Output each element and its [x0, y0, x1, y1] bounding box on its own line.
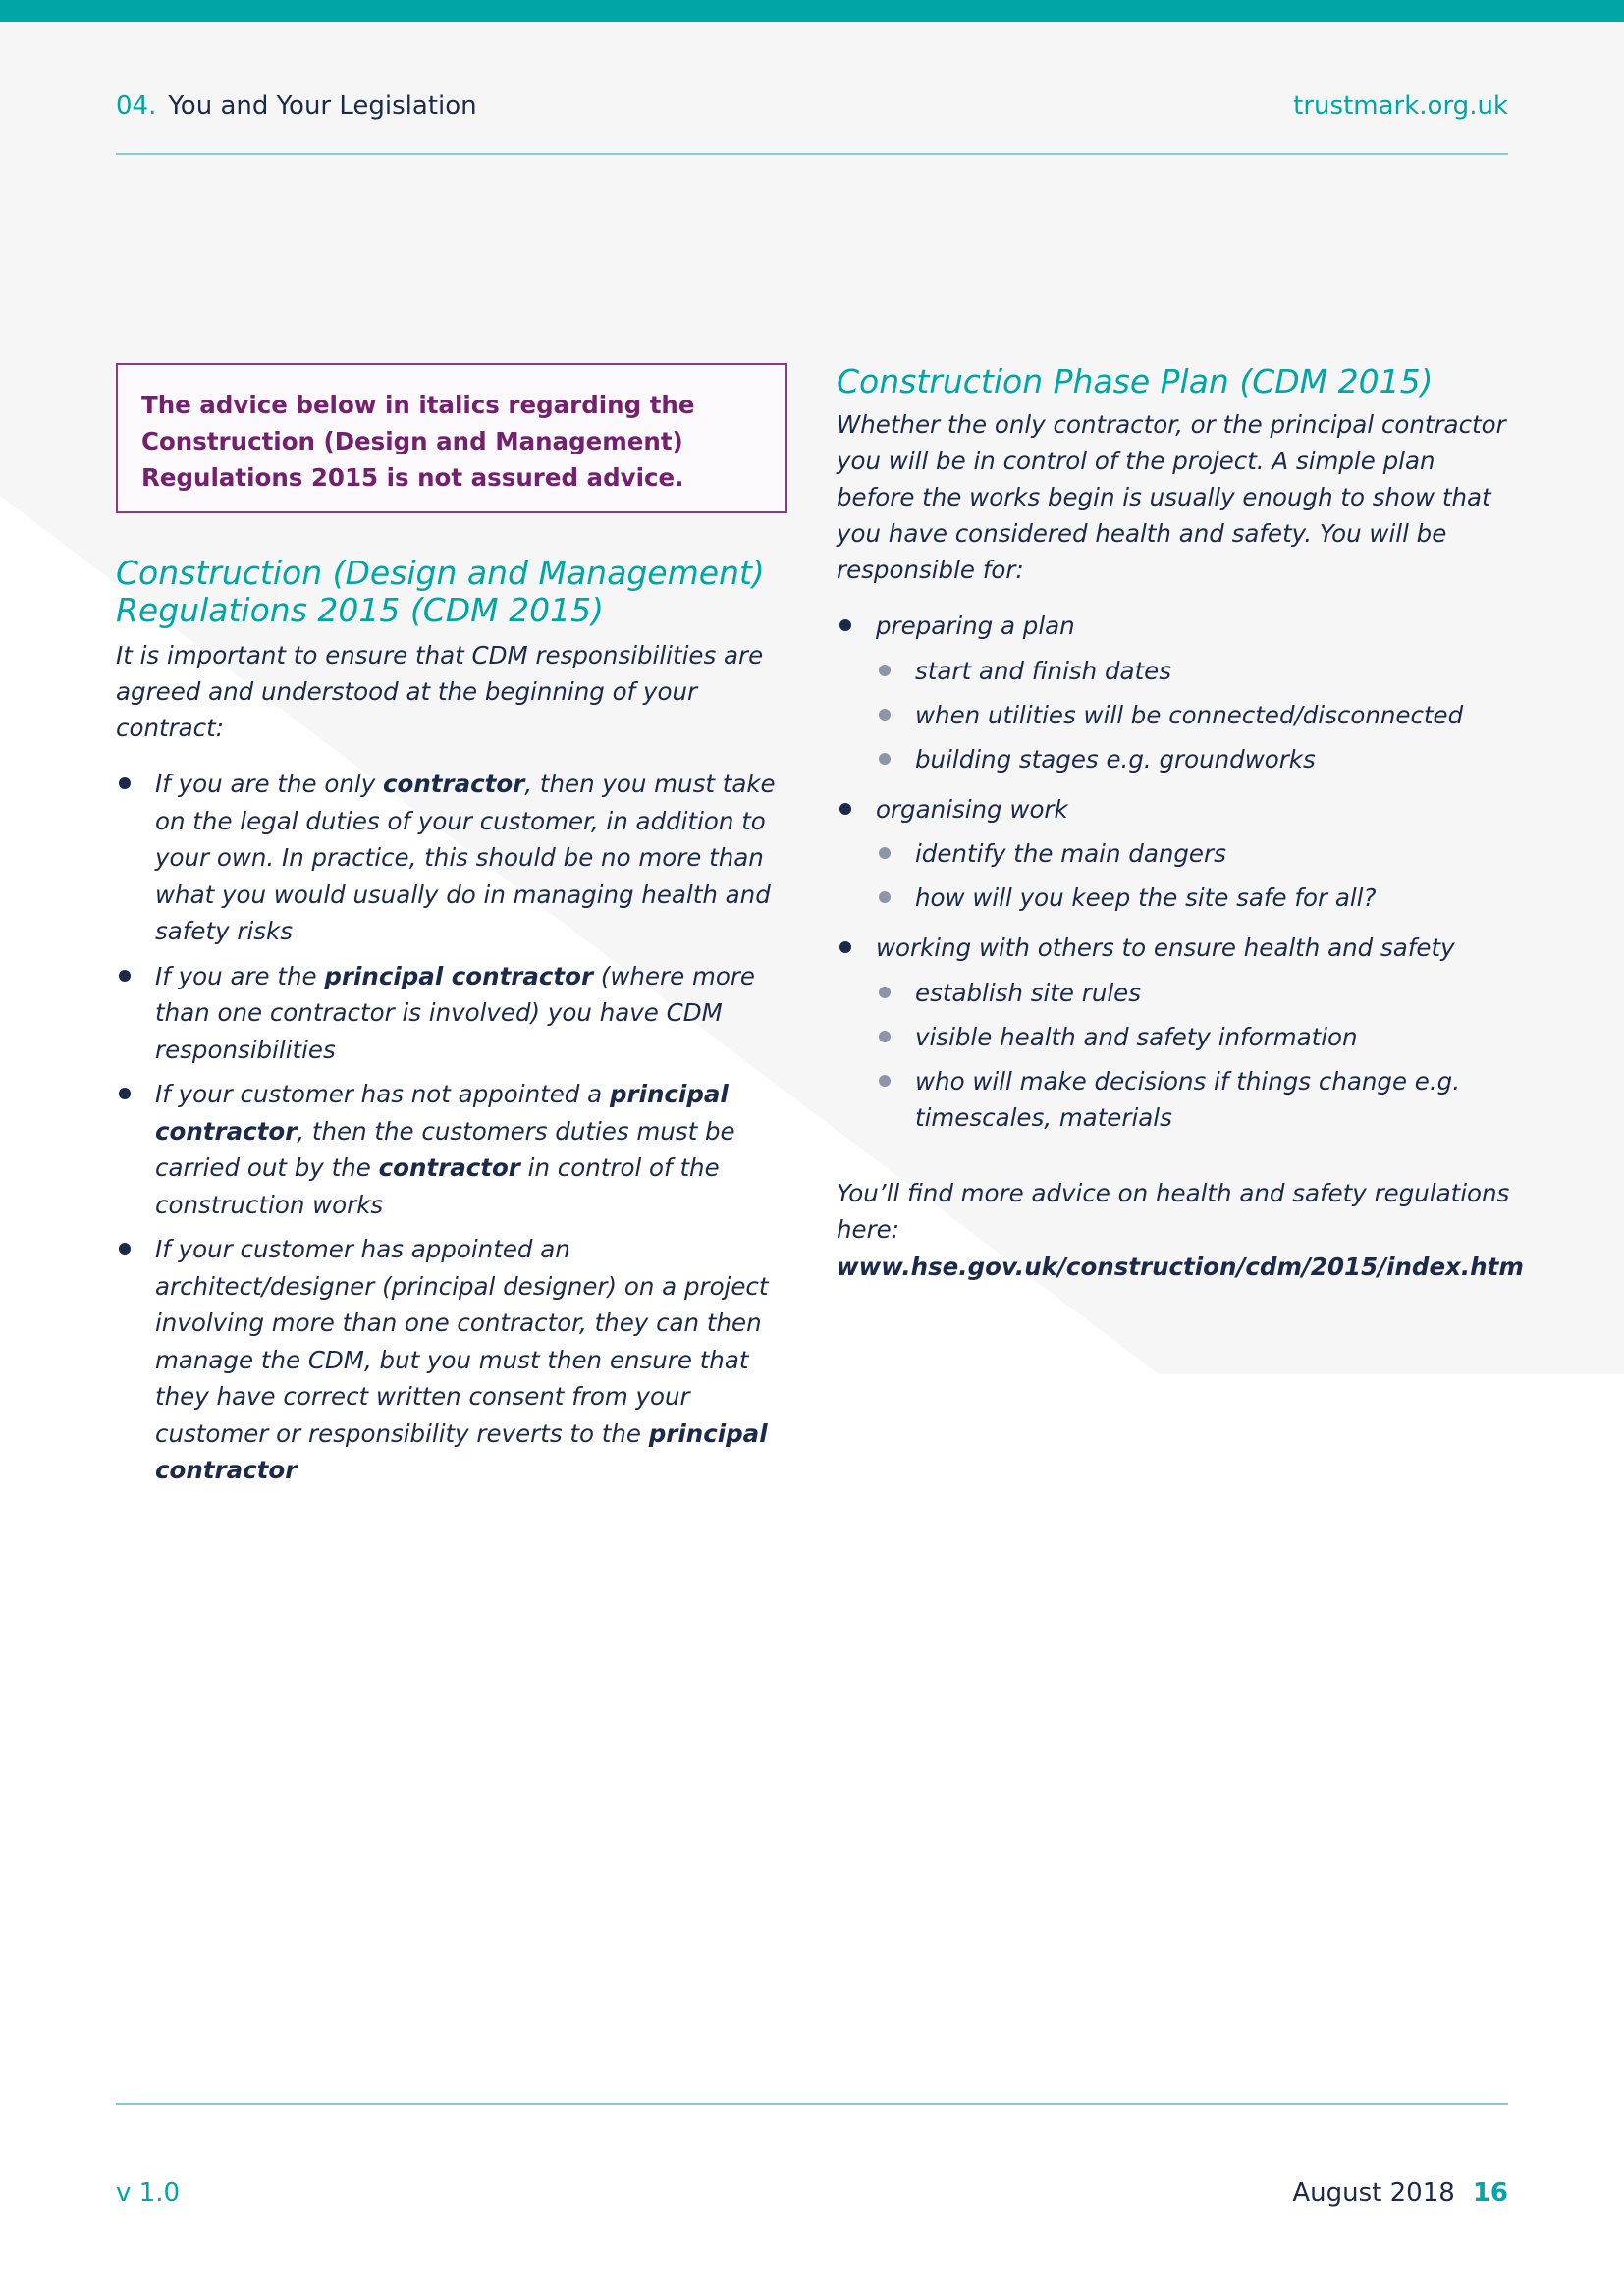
- page-header: [116, 86, 1508, 126]
- bullet-text: in control of the construction works: [155, 1153, 720, 1219]
- responsibility-sublist: [876, 835, 1514, 916]
- section-label: [116, 91, 477, 121]
- responsibility-label: organising work: [876, 794, 1068, 824]
- responsibility-group: [837, 608, 1514, 777]
- more-advice: [837, 1175, 1524, 1286]
- hse-link[interactable]: www.hse.gov.uk/construction/cdm/2015/index.htm: [837, 1252, 1524, 1281]
- section-title: You and Your Legislation: [168, 91, 477, 121]
- right-column: [837, 362, 1524, 1285]
- responsibility-label: working with others to ensure health and safety: [876, 934, 1455, 962]
- notice-box: The advice below in italics regarding the Construction (Design and Management) Regulations 2015 is not assured advice.: [116, 363, 787, 513]
- more-advice-text: You’ll find more advice on health and safety regulations here:: [837, 1178, 1510, 1244]
- responsibility-group: [837, 930, 1514, 1136]
- phase-plan-intro: Whether the only contractor, or the principal contractor you will be in control of the project. A simple plan before the works begin is usually enough to show that you have considered health and safety. You will be responsible for:: [837, 410, 1506, 584]
- cdm-heading: [116, 555, 787, 629]
- bullet-text: If your customer has not appointed a: [155, 1080, 610, 1108]
- cdm-bullet: [116, 1231, 787, 1489]
- header-divider: [116, 153, 1508, 155]
- responsibility-item: when utilities will be connected/disconnected: [876, 697, 1514, 733]
- bullet-text: , then you must take on the legal duties of your customer, in addition to your own. In practice, this should be no more than what you would usually do in managing health and safety risks: [155, 770, 776, 945]
- cdm-bullet: [116, 958, 787, 1069]
- responsibility-item: who will make decisions if things change e.g. timescales, materials: [876, 1063, 1514, 1136]
- date-label: August 2018: [1292, 2178, 1455, 2208]
- bold-term: contractor: [378, 1153, 520, 1182]
- responsibility-sublist: [876, 653, 1514, 777]
- bold-term: principal contractor: [324, 961, 594, 990]
- cdm-heading-line2: Regulations 2015 (CDM 2015): [116, 591, 604, 629]
- cdm-heading-line1: Construction (Design and Management): [116, 554, 765, 592]
- responsibility-group: [837, 791, 1514, 917]
- cdm-bullet: [116, 766, 787, 950]
- bold-term: principal contractor: [155, 1418, 768, 1484]
- responsibility-item: visible health and safety information: [876, 1019, 1514, 1055]
- responsibility-list: [837, 608, 1514, 1136]
- site-link[interactable]: trustmark.org.uk: [1293, 91, 1508, 121]
- bullet-text: If your customer has appointed an architect/designer (principal designer) on a project involving more than one contractor, they can then manage the CDM, but you must then ensure that they have correct written consent from your customer or responsibility reverts to the: [155, 1235, 769, 1448]
- responsibility-item: identify the main dangers: [876, 835, 1514, 872]
- footer-right: [1292, 2178, 1508, 2208]
- responsibility-item: building stages e.g. groundworks: [876, 741, 1514, 777]
- bullet-text: (where more than one contractor is involved) you have CDM responsibilities: [155, 961, 755, 1064]
- bold-term: principal contractor: [155, 1080, 729, 1146]
- responsibility-label: preparing a plan: [876, 612, 1075, 640]
- bullet-text: If you are the: [155, 961, 325, 990]
- bullet-text: If you are the only: [155, 770, 383, 798]
- bold-term: contractor: [383, 770, 525, 798]
- bullet-text: , then the customers duties must be carried out by the: [155, 1116, 735, 1182]
- page-number: 16: [1472, 2178, 1508, 2208]
- section-number: 04.: [116, 91, 157, 121]
- responsibility-item: establish site rules: [876, 975, 1514, 1011]
- responsibility-item: start and finish dates: [876, 653, 1514, 689]
- phase-plan-heading: Construction Phase Plan (CDM 2015): [837, 362, 1434, 400]
- cdm-bullet-list: [116, 766, 787, 1489]
- responsibility-item: how will you keep the site safe for all?: [876, 880, 1514, 916]
- version-label: v 1.0: [116, 2178, 180, 2208]
- cdm-bullet: [116, 1076, 787, 1223]
- left-column: [116, 363, 787, 1497]
- footer-divider: [116, 2103, 1508, 2105]
- page-footer: [116, 2173, 1508, 2213]
- responsibility-sublist: [876, 975, 1514, 1136]
- cdm-intro: It is important to ensure that CDM responsibilities are agreed and understood at the beginning of your contract:: [116, 641, 764, 742]
